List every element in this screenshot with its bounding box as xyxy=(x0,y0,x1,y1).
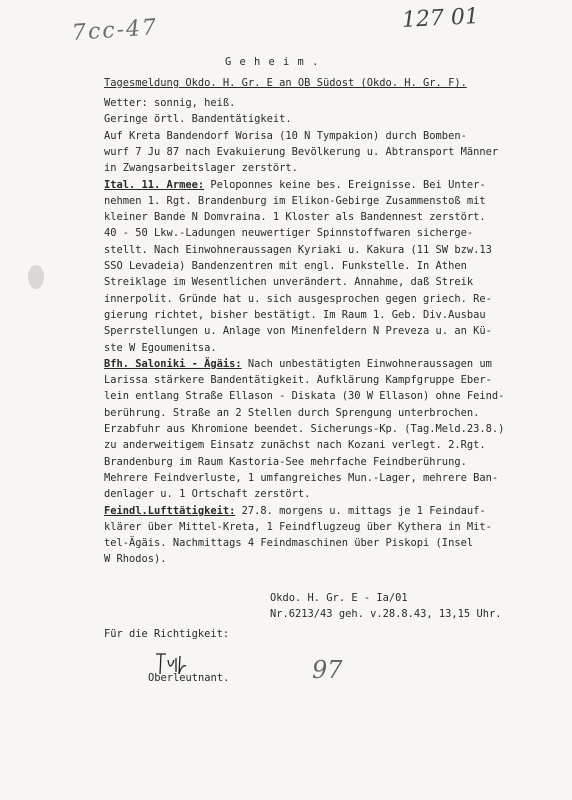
section-label: Bfh. Saloniki - Ägäis: xyxy=(104,357,242,370)
line-text: Brandenburg im Raum Kastoria-See mehrfache Feindberührung. xyxy=(104,455,467,468)
report-line xyxy=(104,276,473,289)
line-text: tel-Ägäis. Nachmittags 4 Feindmaschinen über Piskopi (Insel xyxy=(104,537,474,550)
section-label: Feindl.Lufttätigkeit: xyxy=(104,504,236,517)
report-line xyxy=(104,260,467,273)
line-text: Mehrere Feindverluste, 1 umfangreiches Mun.-Lager, mehrere Ban- xyxy=(104,471,499,484)
line-text: kleiner Bande N Domvraina. 1 Kloster als Bandennest zerstört. xyxy=(104,211,486,224)
line-text: Peloponnes keine bes. Ereignisse. Bei Unter- xyxy=(204,178,486,191)
handwritten-page-mark: 97 xyxy=(312,656,343,684)
section-label: Ital. 11. Armee: xyxy=(104,178,205,191)
report-line xyxy=(104,407,479,420)
line-text: klärer über Mittel-Kreta, 1 Feindflugzeug über Kythera in Mit- xyxy=(104,520,492,533)
line-text: Larissa stärkere Bandentätigkeit. Aufklärung Kampfgruppe Eber- xyxy=(104,374,492,387)
line-text: 27.8. morgens u. mittags je 1 Feindauf- xyxy=(235,504,486,517)
report-line xyxy=(104,358,492,371)
report-line xyxy=(104,195,486,208)
report-line xyxy=(104,472,498,485)
report-line xyxy=(104,553,167,566)
line-text: Wetter: sonnig, heiß. xyxy=(104,97,236,109)
report-line xyxy=(104,521,492,534)
report-line xyxy=(104,423,504,436)
report-line xyxy=(104,113,292,126)
line-text: denlager u. 1 Ortschaft zerstört. xyxy=(104,488,311,501)
report-line xyxy=(104,456,467,469)
report-line xyxy=(104,342,217,355)
report-line xyxy=(104,130,467,143)
line-text: Nach unbestätigten Einwohneraussagen um xyxy=(241,357,492,370)
line-text: 40 - 50 Lkw.-Ladungen neuwertiger Spinnstoffwaren sicherge- xyxy=(104,227,474,240)
line-text: W Rhodos). xyxy=(104,553,167,566)
line-text: ste W Egoumenitsa. xyxy=(104,341,217,354)
handwritten-page-number: 127 01 xyxy=(401,4,480,33)
line-text: lein entlang Straße Ellason - Diskata (30 W Ellason) ohne Feind- xyxy=(104,390,505,403)
line-text: gierung richtet, bisher bestätigt. Im Raum 1. Geb. Div.Ausbau xyxy=(104,308,486,321)
line-text: stellt. Nach Einwohneraussagen Kyriaki u. Kakura (11 SW bzw.13 xyxy=(104,243,492,256)
sender-line: Okdo. H. Gr. E - Ia/01 xyxy=(270,592,408,604)
reference-line: Nr.6213/43 geh. v.28.8.43, 13,15 Uhr. xyxy=(270,608,502,620)
report-line xyxy=(104,390,504,403)
report-line xyxy=(104,309,486,322)
certification-label: Für die Richtigkeit: xyxy=(104,628,230,640)
line-text: Auf Kreta Bandendorf Worisa (10 N Tympakion) durch Bomben- xyxy=(104,129,467,142)
report-line xyxy=(104,488,310,501)
line-text: zu anderweitigem Einsatz zunächst nach Kozani verlegt. 2.Rgt. xyxy=(104,439,486,452)
report-line xyxy=(104,211,486,224)
report-line xyxy=(104,293,492,306)
line-text: berührung. Straße an 2 Stellen durch Sprengung unterbrochen. xyxy=(104,406,480,419)
line-text: in Zwangsarbeitslager zerstört. xyxy=(104,162,298,175)
line-text: innerpolit. Gründe hat u. sich ausgesprochen gegen griech. Re- xyxy=(104,292,492,305)
report-line xyxy=(104,179,486,192)
punch-hole xyxy=(28,265,44,289)
handwritten-file-number: 7cc-47 xyxy=(71,15,159,46)
line-text: SSO Levadeia) Bandenzentren mit engl. Funkstelle. In Athen xyxy=(104,260,467,272)
line-text: Geringe örtl. Bandentätigkeit. xyxy=(104,113,292,126)
report-line xyxy=(104,162,298,175)
report-line xyxy=(104,374,492,387)
classification-heading: G e h e i m . xyxy=(225,56,320,68)
report-line xyxy=(104,146,498,159)
rank-label: Oberleutnant. xyxy=(148,672,230,684)
report-line xyxy=(104,439,486,452)
report-line xyxy=(104,325,492,338)
report-line xyxy=(104,97,235,110)
line-text: nehmen 1. Rgt. Brandenburg im Elikon-Gebirge Zusammenstoß mit xyxy=(104,194,486,207)
line-text: Streiklage im Wesentlichen unverändert. Annahme, daß Streik xyxy=(104,276,474,289)
subject-line: Tagesmeldung Okdo. H. Gr. E an OB Südost (Okdo. H. Gr. F). xyxy=(104,77,467,89)
line-text: wurf 7 Ju 87 nach Evakuierung Bevölkerung u. Abtransport Männer xyxy=(104,145,499,158)
line-text: Sperrstellungen u. Anlage von Minenfeldern N Preveza u. an Kü- xyxy=(104,325,492,338)
line-text: Erzabfuhr aus Khromione beendet. Sicherungs-Kp. (Tag.Meld.23.8.) xyxy=(104,423,505,435)
report-line xyxy=(104,537,473,550)
report-line xyxy=(104,227,473,240)
report-line xyxy=(104,505,486,518)
report-line xyxy=(104,244,492,257)
